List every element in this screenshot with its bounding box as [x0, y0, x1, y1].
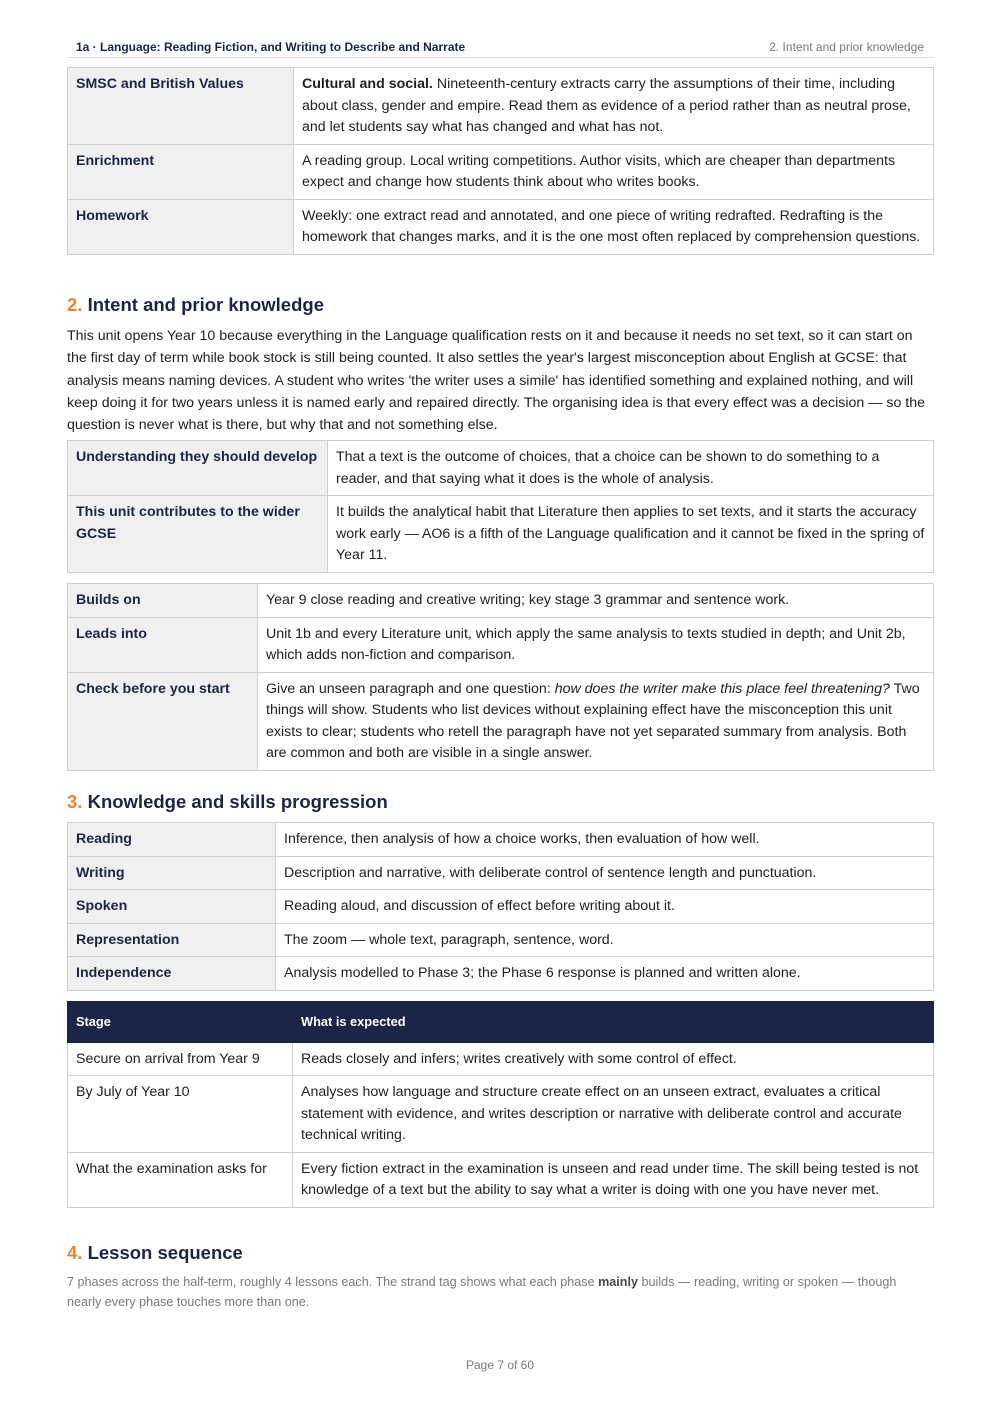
stage-cell: By July of Year 10: [68, 1076, 293, 1153]
header-unit-title: 1a · Language: Reading Fiction, and Writing to Describe and Narrate: [76, 40, 466, 54]
row-label: Check before you start: [68, 672, 258, 770]
table-row: [68, 144, 934, 199]
note-text-after: builds — reading, writing or spoken — though nearly every phase touches more than one.: [67, 1275, 897, 1309]
row-label: Leads into: [68, 617, 258, 672]
section-title: Intent and prior knowledge: [87, 294, 324, 315]
row-lead: Cultural and social.: [302, 76, 433, 92]
section-number: 4.: [67, 1242, 83, 1263]
row-text: Nineteenth-century extracts carry the assumptions of their time, including about class, gender and empire. Read them as evidence of a period rather than as neutral prose, and let students say what has changed and what has not.: [302, 76, 911, 135]
table-row: [68, 496, 934, 573]
prior-knowledge-table: [67, 583, 934, 771]
row-value: [294, 68, 934, 145]
row-label: Understanding they should develop: [68, 441, 328, 496]
row-text-after: Two things will show. Students who list devices without explaining effect have the misconception this unit exists to clear; students who retell the paragraph have not yet separated summary from analysis. Both are common and both are visible in a single answer.: [266, 680, 920, 761]
table-row: [68, 68, 934, 145]
row-value: The zoom — whole text, paragraph, sentence, word.: [276, 923, 934, 957]
row-label: SMSC and British Values: [68, 68, 294, 145]
stages-table: [67, 1001, 934, 1208]
row-value: That a text is the outcome of choices, that a choice can be shown to do something to a reader, and that saying what it does is the whole of analysis.: [328, 441, 934, 496]
row-label: This unit contributes to the wider GCSE: [68, 496, 328, 573]
row-value: Inference, then analysis of how a choice works, then evaluation of how well.: [276, 823, 934, 857]
row-value: Reading aloud, and discussion of effect before writing about it.: [276, 890, 934, 924]
section-number: 3.: [67, 791, 83, 812]
note-emphasis: mainly: [598, 1275, 639, 1289]
page-number: Page 7 of 60: [465, 1358, 535, 1372]
row-label: Reading: [68, 823, 276, 857]
lesson-sequence-note: [67, 1272, 934, 1312]
table-row: [68, 617, 934, 672]
stage-cell: What the examination asks for: [68, 1152, 293, 1207]
row-value: A reading group. Local writing competitions. Author visits, which are cheaper than departments expect and change how students think about who writes books.: [294, 144, 934, 199]
running-header: [67, 37, 934, 58]
note-text: 7 phases across the half-term, roughly 4 lessons each. The strand tag shows what each phase: [67, 1275, 599, 1289]
row-text: Give an unseen paragraph and one question:: [266, 680, 555, 697]
column-header-stage: Stage: [68, 1002, 293, 1043]
table-row: [68, 923, 934, 957]
row-value: [258, 672, 934, 770]
row-value: Unit 1b and every Literature unit, which apply the same analysis to texts studied in depth; and Unit 2b, which adds non-fiction and comparison.: [258, 617, 934, 672]
expected-cell: Every fiction extract in the examination is unseen and read under time. The skill being tested is not knowledge of a text but the ability to say what a writer is doing with one you have never met.: [293, 1152, 934, 1207]
row-label: Representation: [68, 923, 276, 957]
table-row: [68, 672, 934, 770]
table-row: [68, 856, 934, 890]
section-title: Knowledge and skills progression: [87, 791, 388, 812]
row-label: Independence: [68, 957, 276, 991]
column-header-expected: What is expected: [293, 1002, 934, 1043]
unit-info-table: [67, 67, 934, 255]
stage-cell: Secure on arrival from Year 9: [68, 1042, 293, 1076]
row-value: It builds the analytical habit that Literature then applies to set texts, and it starts the accuracy work early — AO6 is a fifth of the Language qualification and it cannot be fixed in the spring of Year 11.: [328, 496, 934, 573]
section-title: Lesson sequence: [87, 1242, 243, 1263]
row-value: Description and narrative, with deliberate control of sentence length and punctuation.: [276, 856, 934, 890]
row-label: Enrichment: [68, 144, 294, 199]
table-row: [68, 1076, 934, 1153]
intent-table: [67, 440, 934, 573]
section-2-heading: [67, 293, 324, 317]
table-header-row: [68, 1002, 934, 1043]
row-label: Writing: [68, 856, 276, 890]
table-row: [68, 1152, 934, 1207]
expected-cell: Reads closely and infers; writes creatively with some control of effect.: [293, 1042, 934, 1076]
table-row: [68, 890, 934, 924]
row-label: Spoken: [68, 890, 276, 924]
table-row: [68, 1042, 934, 1076]
table-row: [68, 823, 934, 857]
row-question: how does the writer make this place feel threatening?: [554, 680, 890, 697]
row-label: Homework: [68, 199, 294, 254]
table-row: [68, 199, 934, 254]
table-row: [68, 441, 934, 496]
section-number: 2.: [67, 294, 83, 315]
header-section-title: 2. Intent and prior knowledge: [769, 40, 924, 54]
section-4-heading: [67, 1241, 243, 1265]
row-value: Year 9 close reading and creative writing; key stage 3 grammar and sentence work.: [258, 584, 934, 618]
table-row: [68, 957, 934, 991]
table-row: [68, 584, 934, 618]
strands-table: [67, 822, 934, 991]
section-3-heading: [67, 790, 388, 814]
row-value: Weekly: one extract read and annotated, and one piece of writing redrafted. Redrafting is the homework that changes marks, and it is the one most often replaced by comprehension questions.: [294, 199, 934, 254]
row-value: Analysis modelled to Phase 3; the Phase 6 response is planned and written alone.: [276, 957, 934, 991]
row-label: Builds on: [68, 584, 258, 618]
section-2-intro: This unit opens Year 10 because everything in the Language qualification rests on it and because it needs no set text, so it can start on the first day of term while book stock is still being counted. It also settles the year's largest misconception about English at GCSE: that analysis means naming devices. A student who writes 'the writer uses a simile' has identified something and explained nothing, and will keep doing it for two years unless it is named early and repaired directly. The organising idea is that every effect was a decision — so the question is never what is there, but why that and not something else.: [67, 328, 926, 434]
expected-cell: Analyses how language and structure create effect on an unseen extract, evaluates a critical statement with evidence, and writes description or narrative with deliberate control and accurate technical writing.: [293, 1076, 934, 1153]
